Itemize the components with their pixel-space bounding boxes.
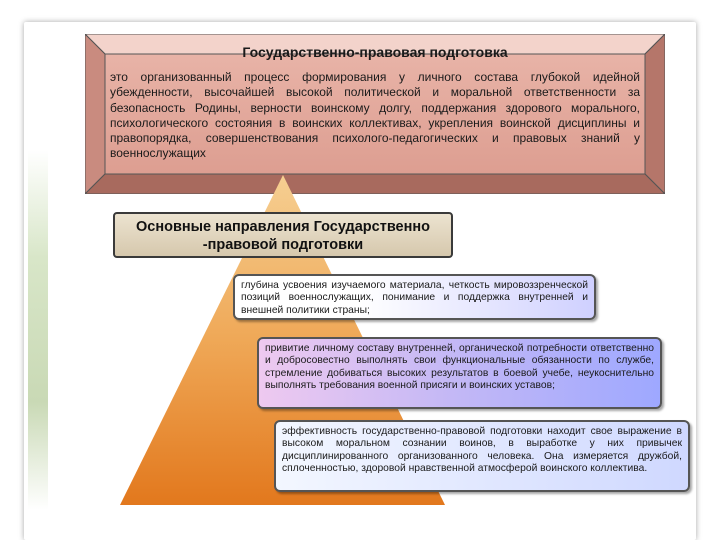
direction-item-2 xyxy=(257,337,662,409)
direction-item-text: эффективность государственно-правовой подготовки находит свое выражение в высоком моральном сознании воинов, в выработке у них привычек дисциплинированного организованного человека. Она измеряется дружбой, сплоченностью, здоровой нравственной атмосферой воинского коллектива. xyxy=(282,426,682,474)
definition-title: Государственно-правовая подготовка xyxy=(242,44,508,60)
direction-item-1 xyxy=(233,274,596,320)
direction-item-text: глубина усвоения изучаемого материала, четкость мировоззренческой позиций военнослужащих, понимание и поддержка внутренней и внешней политики страны; xyxy=(241,280,588,316)
directions-banner xyxy=(113,212,453,258)
definition-text: это организованный процесс формирования у личного состава глубокой идейной убежденности, высочайшей высокой политической и моральной ответственности за безопасность Родины, верности воинскому долгу, поддержания здорового морального, психологического состояния в воинских коллективах, укрепления воинской дисциплины и правопорядка, совершенствования психолого-педагогических и правовых знаний у военнослужащих xyxy=(110,70,640,161)
direction-item-text: привитие личному составу внутренней, органической потребности ответственно и добросовестно выполнять свои функциональные обязанности по службе, стремление добиваться высоких результатов в боевой учебе, неукоснительно выполнять требования военной присяги и воинских уставов; xyxy=(265,343,654,391)
direction-item-3 xyxy=(274,420,690,492)
directions-banner-title: Основные направления Государственно -правовой подготовки xyxy=(136,219,430,253)
